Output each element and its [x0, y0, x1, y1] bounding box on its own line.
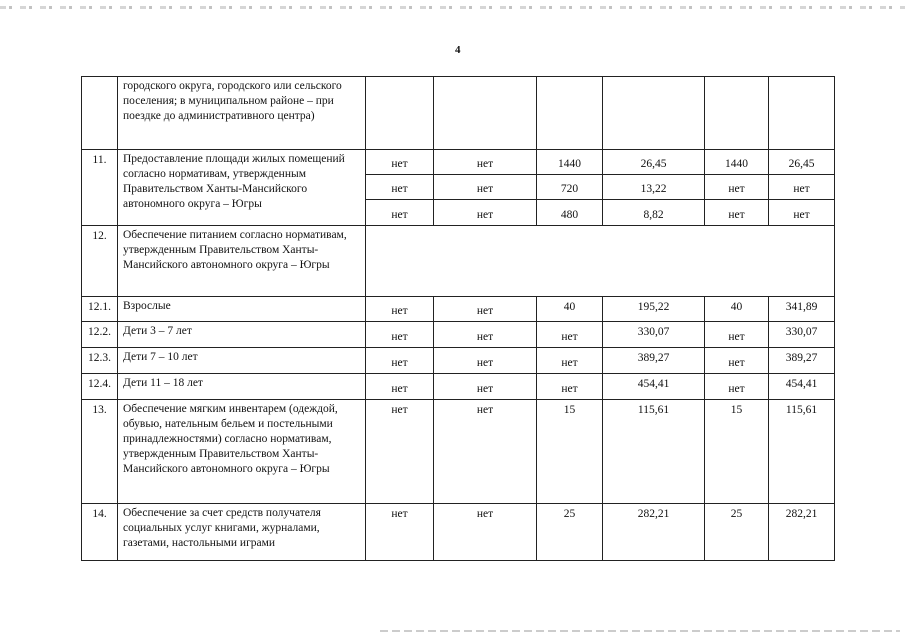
table-cell: 25	[537, 504, 603, 561]
table-cell: 40	[705, 297, 769, 322]
row-number: 12.3.	[82, 348, 118, 374]
table-cell	[769, 77, 835, 150]
row-description: городского округа, городского или сельского поселения; в муниципальном районе – при поездке до административного центра)	[118, 77, 366, 150]
table-cell: 40	[537, 297, 603, 322]
row-number: 11.	[82, 150, 118, 226]
table-cell: 480	[537, 200, 603, 226]
row-number	[82, 77, 118, 150]
table-row	[82, 348, 835, 374]
table-cell	[603, 77, 705, 150]
table-cell: 8,82	[603, 200, 705, 226]
table-row	[82, 400, 835, 504]
row-description: Обеспечение питанием согласно нормативам, утвержденным Правительством Ханты-Мансийского автономного округа – Югры	[118, 226, 366, 297]
scan-edge-top	[0, 6, 905, 9]
table-cell: нет	[434, 150, 537, 175]
table-cell	[434, 77, 537, 150]
table-cell	[705, 77, 769, 150]
table-cell: нет	[705, 200, 769, 226]
table-cell: нет	[434, 200, 537, 226]
table-cell: нет	[537, 348, 603, 374]
table-cell: нет	[705, 348, 769, 374]
table-cell: нет	[769, 175, 835, 200]
row-description: Предоставление площади жилых помещений согласно нормативам, утвержденным Правительством Ханты-Мансийского автономного округа – Югры	[118, 150, 366, 226]
table-cell: 115,61	[603, 400, 705, 504]
table-cell: нет	[434, 400, 537, 504]
services-table	[81, 76, 835, 561]
table-cell: 25	[705, 504, 769, 561]
table-cell: нет	[769, 200, 835, 226]
table-cell: нет	[537, 322, 603, 348]
table-cell: 115,61	[769, 400, 835, 504]
row-description: Взрослые	[118, 297, 366, 322]
table-cell: нет	[537, 374, 603, 400]
table-row	[82, 322, 835, 348]
table-cell: 341,89	[769, 297, 835, 322]
table-cell: нет	[366, 348, 434, 374]
table-row	[82, 150, 835, 175]
table-cell: 13,22	[603, 175, 705, 200]
row-number: 12.	[82, 226, 118, 297]
table-cell: нет	[434, 297, 537, 322]
table-row	[82, 504, 835, 561]
row-description: Дети 7 – 10 лет	[118, 348, 366, 374]
table-cell: нет	[434, 348, 537, 374]
table-cell: 389,27	[603, 348, 705, 374]
table-cell: 15	[705, 400, 769, 504]
table-cell: 282,21	[769, 504, 835, 561]
table-cell: 15	[537, 400, 603, 504]
table-cell: 26,45	[769, 150, 835, 175]
table-row	[82, 374, 835, 400]
table-cell: нет	[705, 374, 769, 400]
table-cell: нет	[434, 322, 537, 348]
table-cell: 1440	[705, 150, 769, 175]
table-row	[82, 77, 835, 150]
table-cell: нет	[366, 297, 434, 322]
table-cell: 330,07	[603, 322, 705, 348]
table-cell: нет	[434, 374, 537, 400]
table-cell: нет	[705, 175, 769, 200]
row-number: 12.1.	[82, 297, 118, 322]
table-cell: 26,45	[603, 150, 705, 175]
table-cell: нет	[366, 322, 434, 348]
table-cell	[366, 77, 434, 150]
merged-empty-cell	[366, 226, 835, 297]
table-cell: нет	[705, 322, 769, 348]
table-cell: нет	[434, 175, 537, 200]
table-cell: 454,41	[769, 374, 835, 400]
table-cell: 389,27	[769, 348, 835, 374]
page-number: 4	[455, 44, 461, 56]
table-cell: 195,22	[603, 297, 705, 322]
row-description: Дети 3 – 7 лет	[118, 322, 366, 348]
table-row	[82, 226, 835, 297]
table-cell: нет	[434, 504, 537, 561]
row-number: 14.	[82, 504, 118, 561]
row-description: Обеспечение за счет средств получателя социальных услуг книгами, журналами, газетами, настольными играми	[118, 504, 366, 561]
table-cell: нет	[366, 150, 434, 175]
row-description: Обеспечение мягким инвентарем (одеждой, обувью, нательным бельем и постельными принадлежностями) согласно нормативам, утвержденным Правительством Ханты-Мансийского автономного округа – Югры	[118, 400, 366, 504]
table-cell: нет	[366, 504, 434, 561]
table-cell: 454,41	[603, 374, 705, 400]
table-cell	[537, 77, 603, 150]
table-cell: 330,07	[769, 322, 835, 348]
table-cell: нет	[366, 400, 434, 504]
row-number: 12.2.	[82, 322, 118, 348]
row-number: 13.	[82, 400, 118, 504]
scan-edge-bottom	[380, 630, 900, 632]
table-cell: нет	[366, 200, 434, 226]
table-cell: нет	[366, 374, 434, 400]
table-cell: 720	[537, 175, 603, 200]
table-cell: 1440	[537, 150, 603, 175]
table-cell: 282,21	[603, 504, 705, 561]
row-description: Дети 11 – 18 лет	[118, 374, 366, 400]
row-number: 12.4.	[82, 374, 118, 400]
table-cell: нет	[366, 175, 434, 200]
table-row	[82, 297, 835, 322]
